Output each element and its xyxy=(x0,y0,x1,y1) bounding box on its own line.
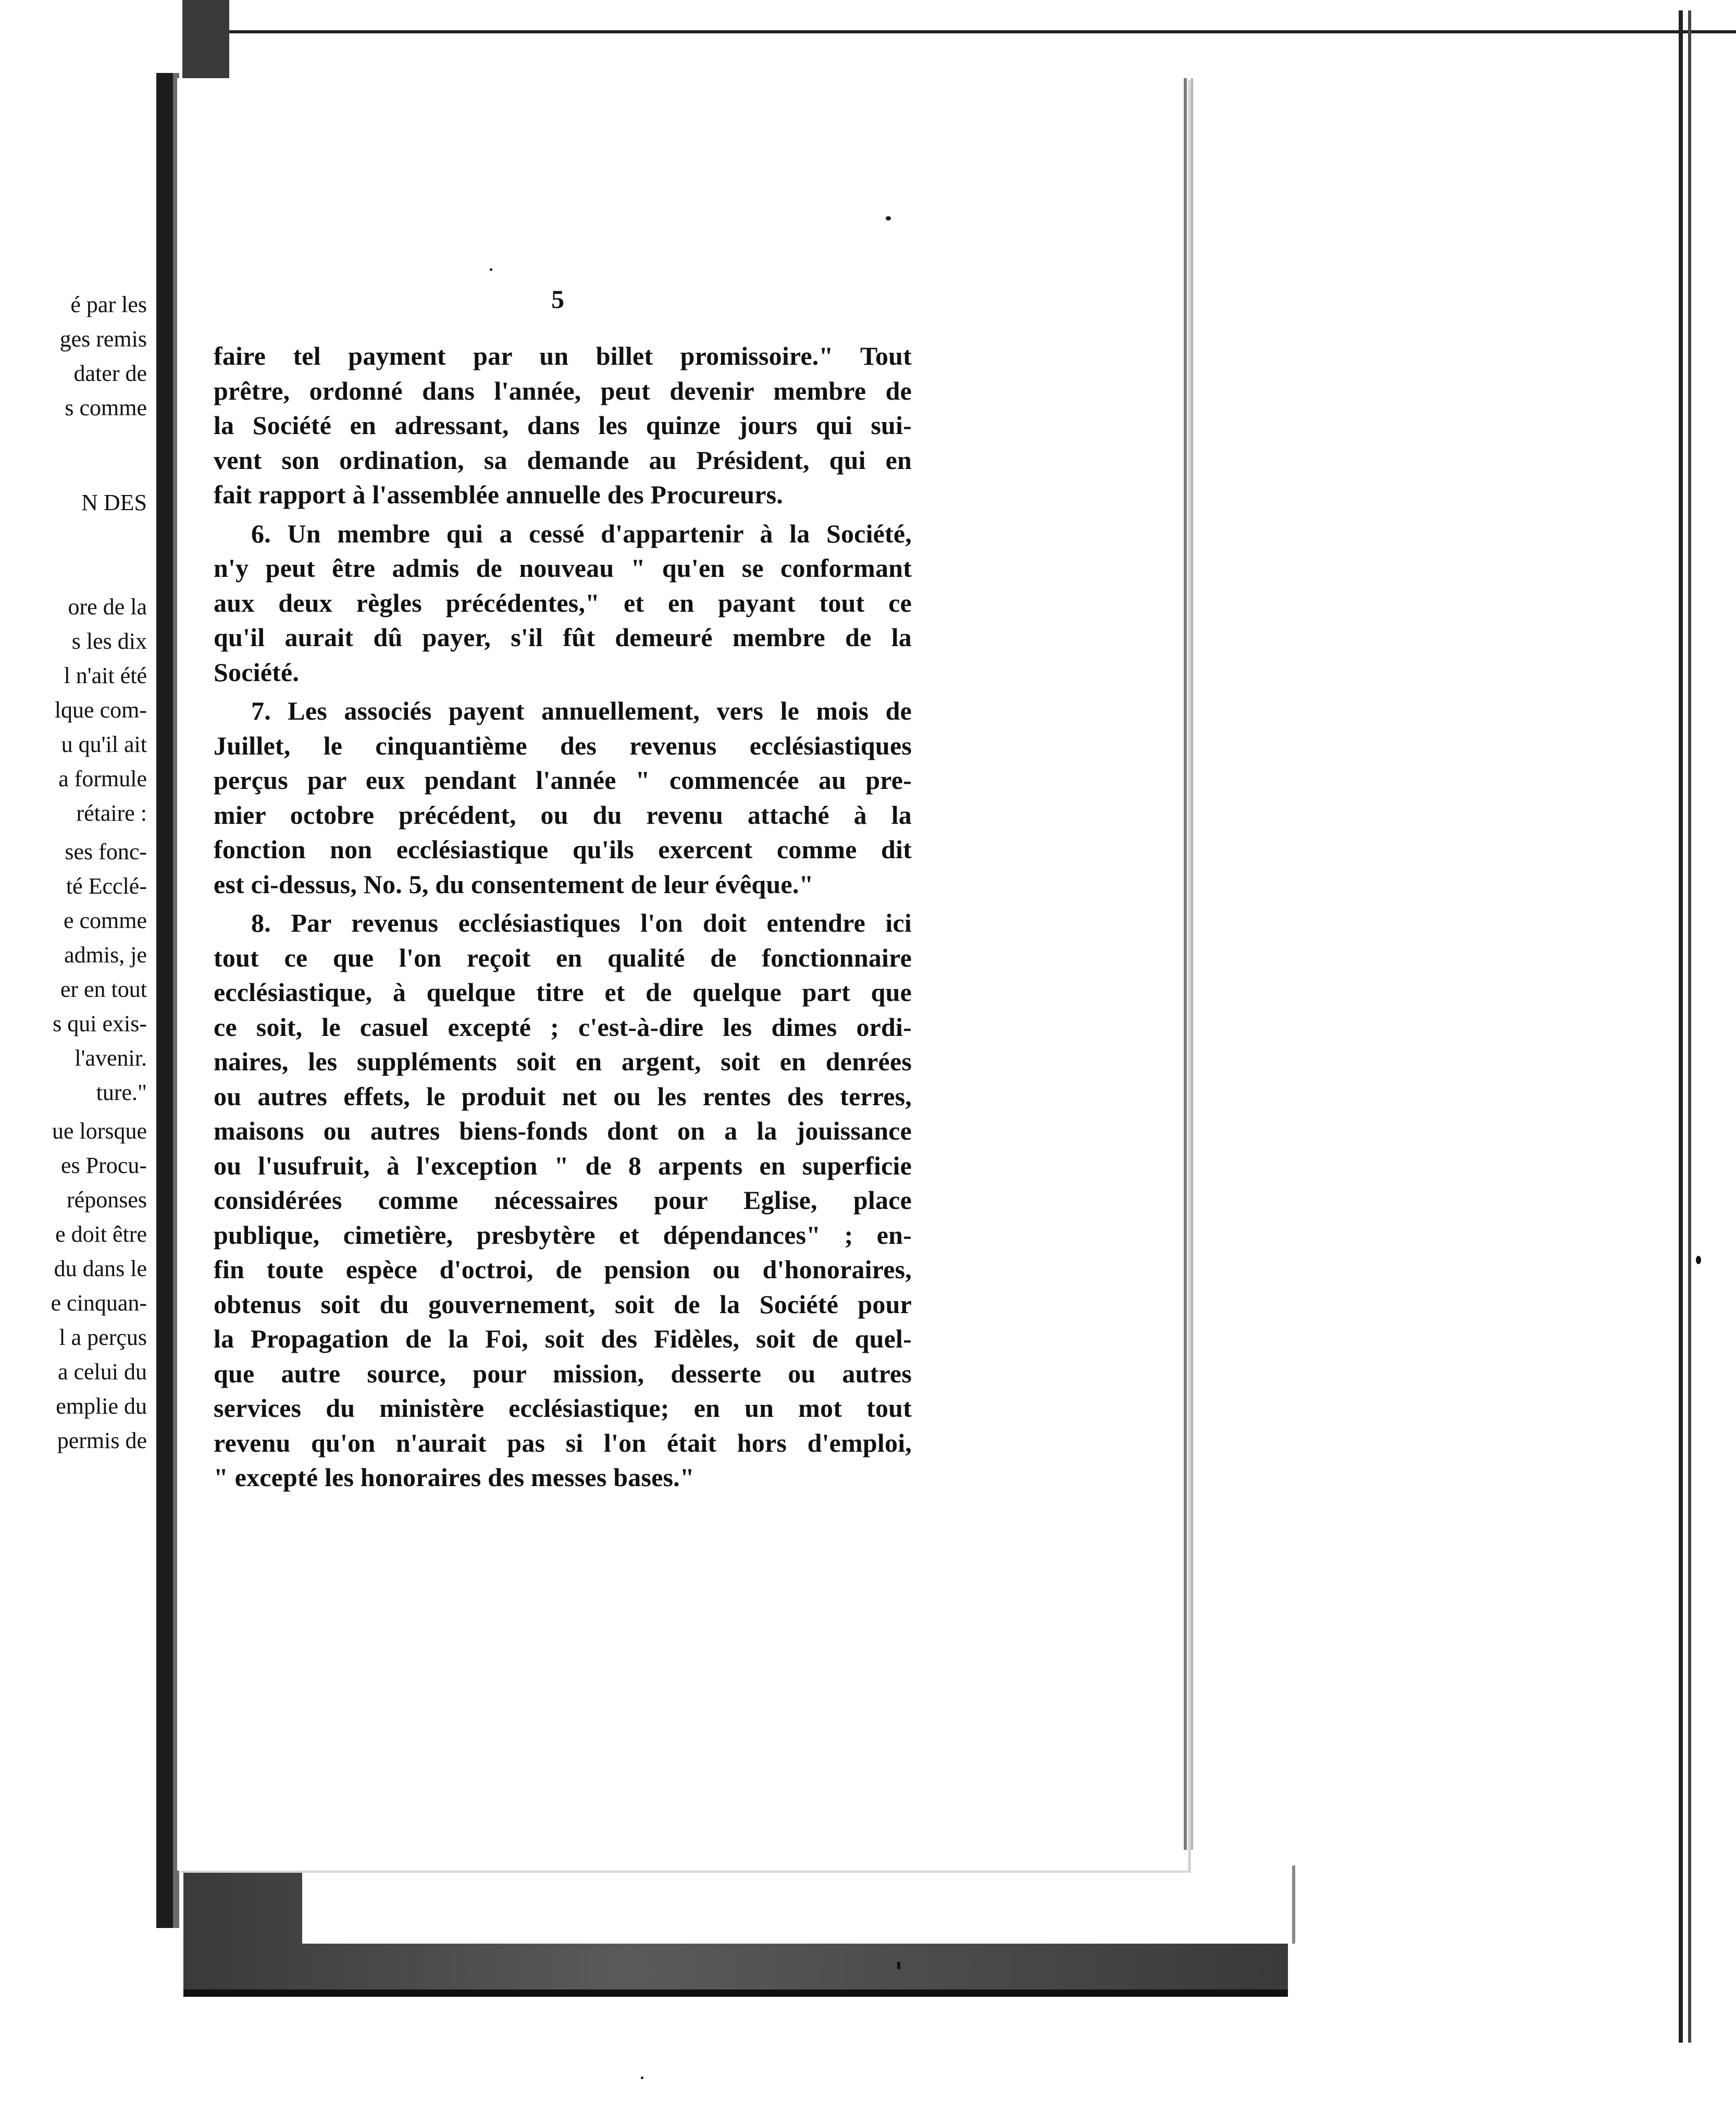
scan-speck xyxy=(897,1962,900,1969)
previous-page-line: l a perçus xyxy=(59,1325,147,1350)
previous-page-line: lque com- xyxy=(54,697,147,723)
page-number: 5 xyxy=(551,285,564,314)
previous-page-line: té Ecclé- xyxy=(66,873,147,899)
previous-page-line: ses fonc- xyxy=(65,839,147,864)
previous-page-line: ges remis xyxy=(59,326,147,352)
text-line: maisons ou autres biens-fonds dont on a la jouissance xyxy=(214,1116,912,1145)
underlying-sheet xyxy=(302,1865,1295,1944)
text-line: qu'il aurait dû payer, s'il fût demeuré membre de la xyxy=(214,623,912,652)
page-edge-highlight xyxy=(1191,78,1193,1850)
previous-page-line: es Procu- xyxy=(61,1153,147,1178)
text-line: publique, cimetière, presbytère et dépendances" ; en- xyxy=(214,1220,912,1250)
previous-page-line: l'avenir. xyxy=(75,1045,147,1071)
text-line: n'y peut être admis de nouveau " qu'en se conformant xyxy=(214,553,912,583)
text-line: Société. xyxy=(214,657,300,687)
text-line: ecclésiastique, à quelque titre et de quelque part que xyxy=(214,978,912,1007)
scan-right-border xyxy=(1679,10,1683,2043)
previous-page-line: a formule xyxy=(58,766,147,792)
previous-page-line: s les dix xyxy=(71,628,147,654)
text-line: revenu qu'on n'aurait pas si l'on était hors d'emploi, xyxy=(214,1428,912,1457)
text-line: 6. Un membre qui a cessé d'appartenir à la Société, xyxy=(251,518,912,548)
previous-page-line: e cinquan- xyxy=(51,1290,147,1316)
text-line: ou autres effets, le produit net ou les rentes des terres, xyxy=(214,1081,912,1111)
paragraph-gap xyxy=(214,512,912,516)
text-line: faire tel payment par un billet promissoire." Tout xyxy=(214,341,912,370)
text-line: fin toute espèce d'octroi, de pension ou d'honoraires, xyxy=(214,1255,912,1284)
previous-page-fragment xyxy=(0,73,156,1928)
previous-page-line: l n'ait été xyxy=(64,663,147,688)
scan-speck xyxy=(641,2077,643,2079)
text-line: considérées comme nécessaires pour Eglise, place xyxy=(214,1185,912,1215)
previous-page-line: ture." xyxy=(96,1080,147,1105)
previous-page-line: N DES xyxy=(81,490,147,515)
text-line: naires, les suppléments soit en argent, soit en denrées xyxy=(214,1047,912,1076)
text-line: la Propagation de la Foi, soit des Fidèles, soit de quel- xyxy=(214,1324,912,1353)
text-line: fait rapport à l'assemblée annuelle des Procureurs. xyxy=(214,480,783,509)
text-line: " excepté les honoraires des messes bases." xyxy=(214,1463,695,1492)
text-line: 7. Les associés payent annuellement, vers le mois de xyxy=(251,696,912,725)
text-line: obtenus soit du gouvernement, soit de la Société pour xyxy=(214,1289,912,1319)
previous-page-line: u qu'il ait xyxy=(61,732,147,757)
previous-page-line: s qui exis- xyxy=(53,1011,147,1036)
text-line: vent son ordination, sa demande au Président, qui en xyxy=(214,445,912,475)
previous-page-line: du dans le xyxy=(54,1256,147,1281)
page-edge xyxy=(1184,78,1187,1850)
previous-page-line: dater de xyxy=(73,361,147,386)
body-text xyxy=(214,339,912,1495)
binding-shadow-top xyxy=(182,0,229,83)
text-line: la Société en adressant, dans les quinze jours qui sui- xyxy=(214,411,912,440)
scan-right-border-inner xyxy=(1688,10,1691,2043)
scan-speck xyxy=(886,216,891,220)
text-line: perçus par eux pendant l'année " commencée au pre- xyxy=(214,765,912,795)
text-line: que autre source, pour mission, desserte ou autres xyxy=(214,1358,912,1388)
previous-page-line: rétaire : xyxy=(76,800,147,826)
previous-page-line: s comme xyxy=(65,395,147,421)
scan-speck xyxy=(1696,1256,1701,1264)
previous-page-line: e doit être xyxy=(55,1221,147,1247)
scanner-bed-edge xyxy=(183,1989,1288,1997)
previous-page-line: er en tout xyxy=(60,977,147,1002)
text-line: Juillet, le cinquantième des revenus ecclésiastiques xyxy=(214,731,912,760)
text-line: ou l'usufruit, à l'exception " de 8 arpents en superficie xyxy=(214,1151,912,1180)
text-line: services du ministère ecclésiastique; en un mot tout xyxy=(214,1393,912,1423)
text-line: mier octobre précédent, ou du revenu attaché à la xyxy=(214,800,912,830)
previous-page-line: a celui du xyxy=(57,1359,147,1385)
text-line: aux deux règles précédentes," et en payant tout ce xyxy=(214,588,912,617)
text-line: tout ce que l'on reçoit en qualité de fonctionnaire xyxy=(214,943,912,972)
previous-page-line: réponses xyxy=(67,1187,147,1213)
previous-page-line: admis, je xyxy=(64,942,147,968)
text-line: est ci-dessus, No. 5, du consentement de leur évêque." xyxy=(214,869,814,899)
text-line: fonction non ecclésiastique qu'ils exercent comme dit xyxy=(214,835,912,864)
previous-page-line: é par les xyxy=(70,292,147,317)
text-line: 8. Par revenus ecclésiastiques l'on doit entendre ici xyxy=(251,908,912,937)
paragraph-gap xyxy=(214,689,912,694)
previous-page-line: ore de la xyxy=(68,594,147,620)
text-line: ce soit, le casuel excepté ; c'est-à-dire les dimes ordi- xyxy=(214,1012,912,1042)
scan-speck xyxy=(490,268,492,271)
previous-page-line: permis de xyxy=(57,1428,147,1453)
previous-page-line: emplie du xyxy=(56,1393,147,1419)
previous-page-line: ue lorsque xyxy=(52,1118,147,1144)
text-line: prêtre, ordonné dans l'année, peut devenir membre de xyxy=(214,376,912,405)
previous-page-line: e comme xyxy=(63,908,147,933)
paragraph-gap xyxy=(214,901,912,906)
scan-top-border xyxy=(228,0,1736,33)
